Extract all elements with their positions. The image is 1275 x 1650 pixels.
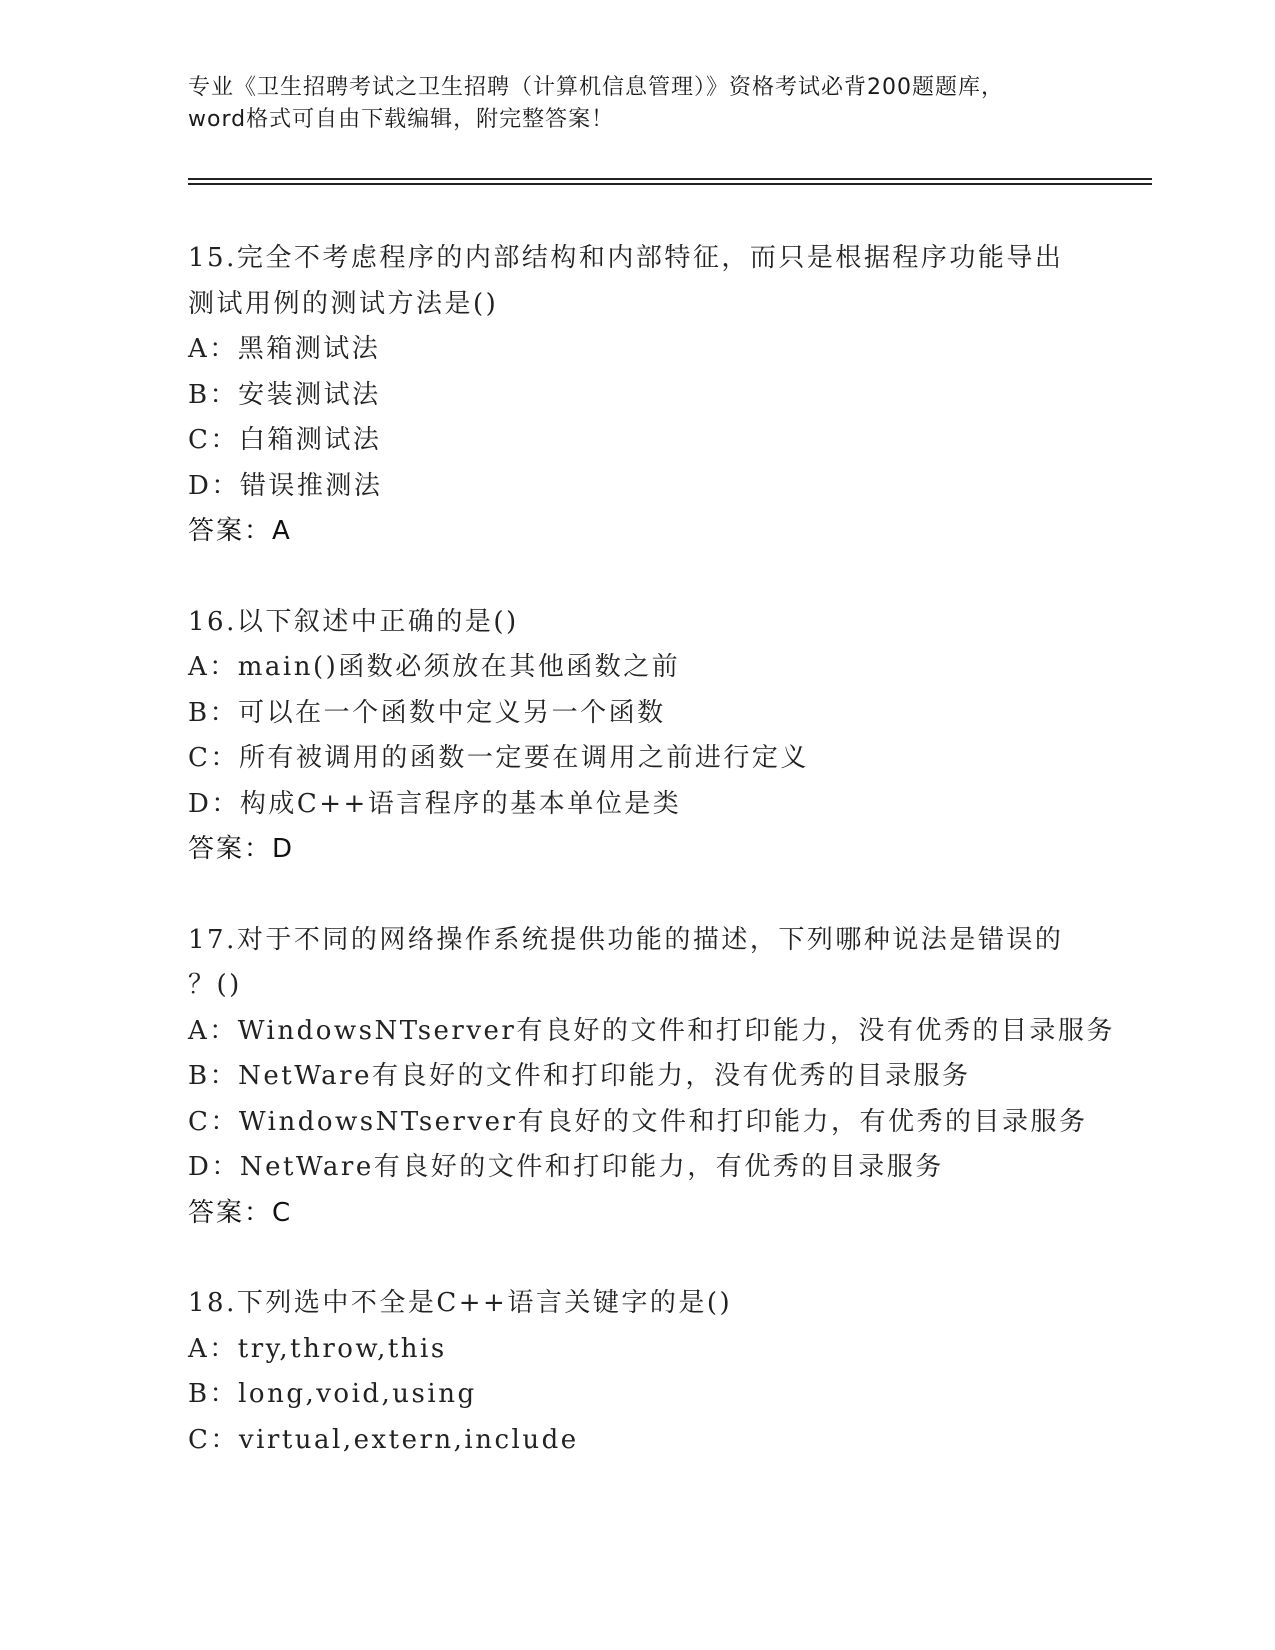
option-d: D：NetWare有良好的文件和打印能力，有优秀的目录服务 bbox=[188, 1152, 944, 1182]
question-16 bbox=[188, 600, 1088, 873]
option-d: D：错误推测法 bbox=[188, 470, 383, 501]
option-c: C：virtual,extern,include bbox=[188, 1424, 579, 1455]
option-d: D：构成C++语言程序的基本单位是类 bbox=[188, 788, 682, 819]
header-line-2: word格式可自由下载编辑，附完整答案！ bbox=[188, 107, 615, 132]
option-c: C：白箱测试法 bbox=[188, 425, 382, 455]
option-b: B：long,void,using bbox=[188, 1379, 477, 1409]
option-a: A：WindowsNTserver有良好的文件和打印能力，没有优秀的目录服务 bbox=[188, 1015, 1115, 1046]
answer: 答案：A bbox=[188, 516, 292, 546]
option-a: A：黑箱测试法 bbox=[188, 334, 381, 364]
option-b: B：安装测试法 bbox=[188, 379, 381, 410]
option-b: B：NetWare有良好的文件和打印能力，没有优秀的目录服务 bbox=[188, 1061, 971, 1091]
answer: 答案：C bbox=[188, 1197, 293, 1228]
answer: 答案：D bbox=[188, 834, 295, 864]
question-stem-line: ？() bbox=[188, 970, 242, 1000]
header-line-1: 专业《卫生招聘考试之卫生招聘（计算机信息管理）》资格考试必背200题题库， bbox=[188, 75, 1004, 100]
option-c: C：WindowsNTserver有良好的文件和打印能力，有优秀的目录服务 bbox=[188, 1106, 1088, 1137]
question-stem-line: 17.对于不同的网络操作系统提供功能的描述，下列哪种说法是错误的 bbox=[188, 924, 1064, 955]
question-stem-line: 18.下列选中不全是C++语言关键字的是() bbox=[188, 1288, 733, 1318]
document-header bbox=[188, 72, 1088, 136]
header-divider-bottom bbox=[188, 183, 1152, 185]
option-a: A：main()函数必须放在其他函数之前 bbox=[188, 652, 681, 682]
option-a: A：try,throw,this bbox=[188, 1333, 447, 1364]
question-stem-line: 16.以下叙述中正确的是() bbox=[188, 606, 519, 637]
question-15 bbox=[188, 236, 1088, 555]
question-stem-line: 15.完全不考虑程序的内部结构和内部特征，而只是根据程序功能导出 bbox=[188, 243, 1064, 273]
option-b: B：可以在一个函数中定义另一个函数 bbox=[188, 697, 666, 728]
option-c: C：所有被调用的函数一定要在调用之前进行定义 bbox=[188, 743, 809, 773]
question-list bbox=[188, 236, 1115, 1463]
question-stem-line: 测试用例的测试方法是() bbox=[188, 288, 499, 319]
question-17 bbox=[188, 918, 1115, 1237]
question-18 bbox=[188, 1281, 1088, 1463]
header-divider-top bbox=[188, 178, 1152, 180]
